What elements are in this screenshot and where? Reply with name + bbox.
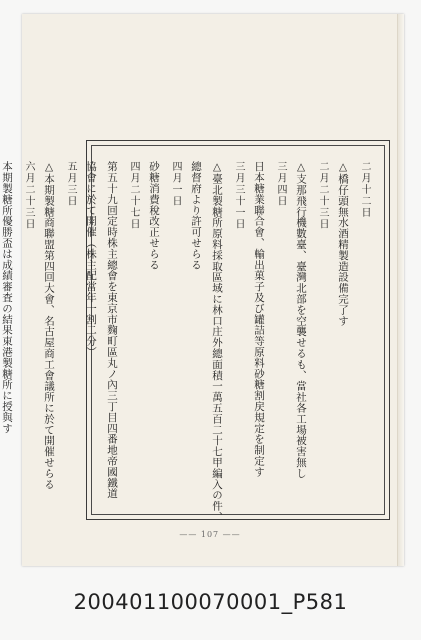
entry-date: 三月三十一日 [233, 161, 244, 230]
chronology-columns [0, 161, 373, 522]
entry-text: 協會に於て開催（株主配當年一割二分） [85, 161, 97, 358]
page-number: —— 107 —— [179, 530, 241, 539]
document-page [1, 14, 404, 566]
entry-date: 二月十二日 [359, 161, 370, 219]
image-caption: 200401100070001_P581 [73, 590, 348, 614]
entry-date: 四月二十七日 [128, 161, 139, 230]
entry-text: △本期製糖商聯盟第四回大會、名古屋商工會議所に於て開催せらる [43, 161, 55, 490]
entry-text: 本期製糖所優勝盃は成績審査の結果東港製糖所に授與す [1, 161, 13, 434]
entry-text: △橋仔頭無水酒精製造設備完了す [337, 161, 349, 326]
entry-text: 砂糖消費稅改正せらる [148, 161, 160, 270]
entry-text: 日本糖業聯合會、輸出菓子及び罐詰等原料砂糖割戻規定を制定す [253, 161, 265, 478]
entry-date: 六月二十三日 [23, 161, 34, 230]
entry-date: 二月二十三日 [317, 161, 328, 230]
page-edge [397, 14, 404, 566]
entry-date: 三月四日 [275, 161, 286, 207]
entry-date: 五月三日 [65, 161, 76, 207]
entry-text: 第五十九回定時株主總會を東京市麴町區丸ノ內三丁目四番地帝國鐵道 [106, 161, 118, 499]
entry-date: 四月一日 [170, 161, 181, 207]
text-frame [1, 140, 390, 523]
entry-text: 總督府より許可せらる [190, 161, 202, 270]
entry-text: △臺北製糖所原料採取區域に林口庄外總面積一萬五百二十七甲編入の件、 [211, 161, 223, 523]
entry-text: △支那飛行機數臺、臺灣北部を空襲せるも、當社各工場被害無し [295, 161, 307, 479]
